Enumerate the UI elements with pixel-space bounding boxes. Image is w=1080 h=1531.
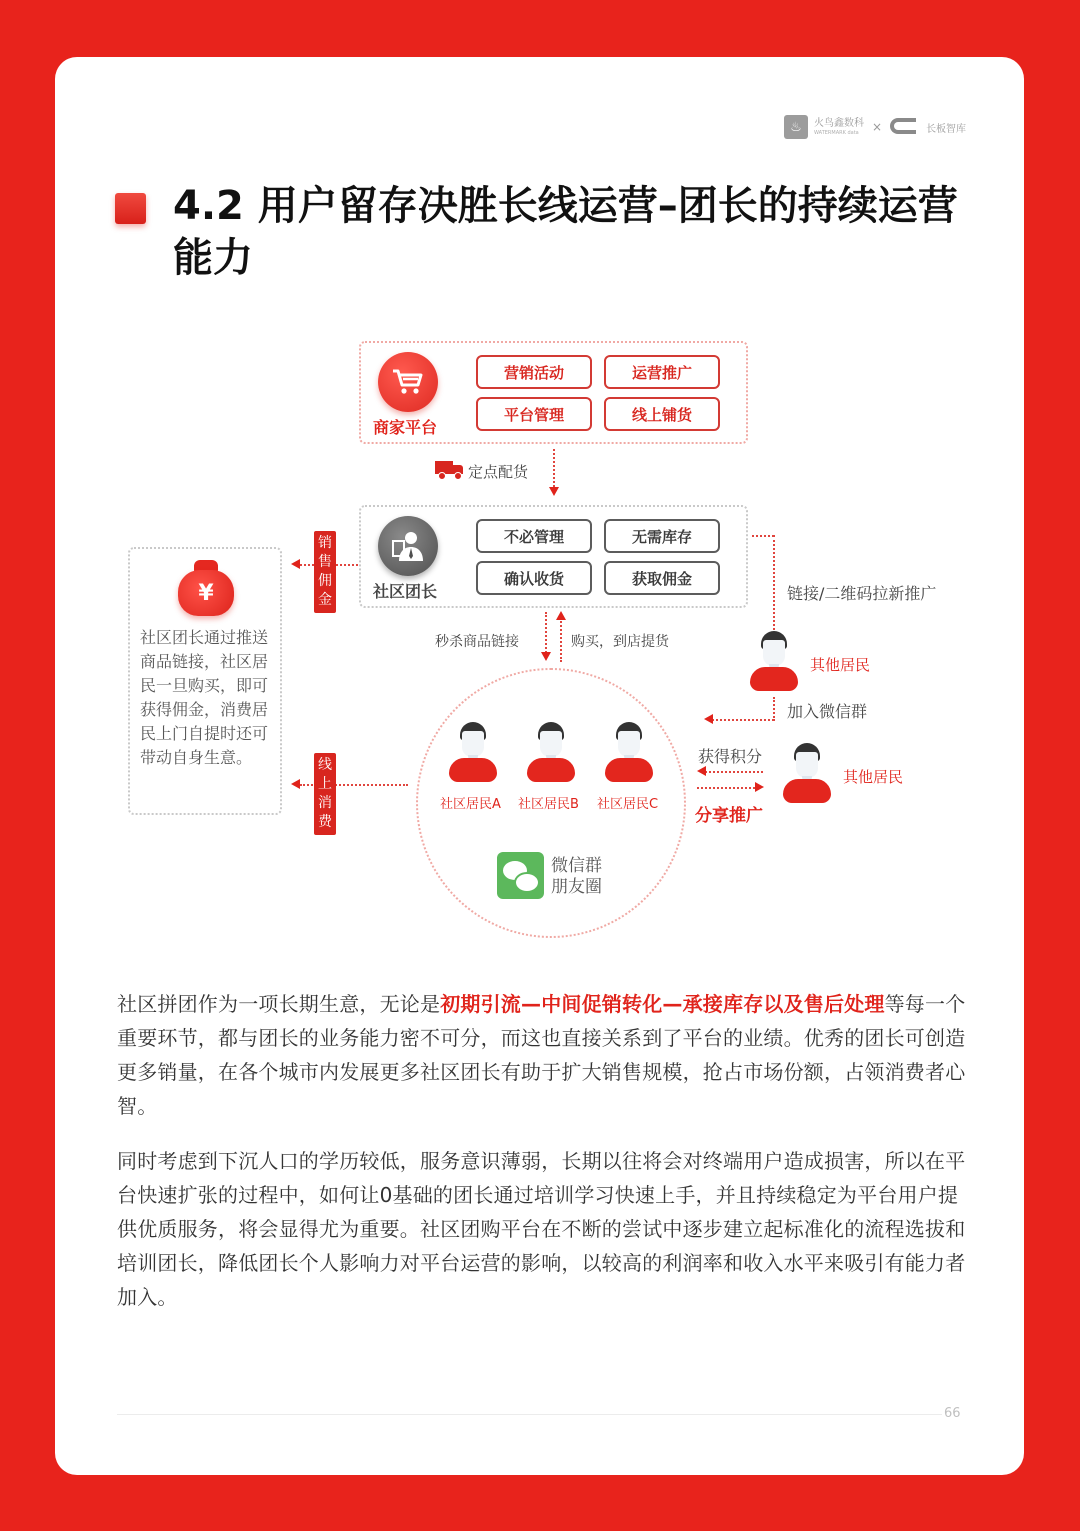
arrow-up-icon — [556, 611, 566, 620]
wechat-icon — [497, 852, 544, 899]
partner-logo-icon — [890, 117, 920, 137]
leader-item: 确认收货 — [476, 561, 592, 595]
merchant-item: 线上铺货 — [604, 397, 720, 431]
arrow-down-icon — [549, 487, 559, 496]
arrow-left-icon — [291, 559, 300, 569]
resident-avatar-icon — [525, 722, 577, 786]
other-resident-avatar-icon — [748, 631, 800, 695]
other-resident-label: 其他居民 — [843, 768, 904, 786]
leader-item: 获取佣金 — [604, 561, 720, 595]
brand-name-right: 长板智库 — [926, 123, 967, 135]
logo-separator: × — [872, 120, 883, 134]
resident-avatar-icon — [603, 722, 655, 786]
shopping-cart-icon — [378, 352, 438, 412]
merchant-item: 运营推广 — [604, 355, 720, 389]
community-leader-label: 社区团长 — [373, 582, 438, 601]
leader-person-icon — [378, 516, 438, 576]
merchant-platform-label: 商家平台 — [373, 418, 438, 437]
online-consumption-tag: 线上消费 — [314, 753, 336, 835]
delivery-label: 定点配货 — [468, 463, 529, 481]
resident-avatar-icon — [447, 722, 499, 786]
share-arrow-line — [697, 787, 755, 789]
join-connector-v — [773, 697, 775, 721]
sales-commission-tag: 销售佣金 — [314, 531, 336, 613]
arrow-right-icon — [755, 782, 764, 792]
flow-down-line — [545, 612, 547, 656]
resident-label: 社区居民B — [518, 797, 579, 812]
promo-label: 链接/二维码拉新推广 — [787, 584, 937, 603]
buy-pickup-label: 购买，到店提货 — [571, 634, 669, 650]
brand-sub-left: WATERMARK data — [814, 129, 859, 136]
promo-connector-v — [773, 535, 775, 630]
wechat-group-label: 微信群 — [551, 856, 602, 876]
merchant-item: 平台管理 — [476, 397, 592, 431]
delivery-connector — [553, 449, 555, 487]
resident-label: 社区居民C — [597, 797, 659, 812]
flow-up-line — [560, 618, 562, 662]
merchant-item: 营销活动 — [476, 355, 592, 389]
join-group-label: 加入微信群 — [787, 702, 868, 721]
share-promo-label: 分享推广 — [695, 806, 763, 826]
title-marker — [115, 193, 146, 224]
brand-name-left: 火鸟鑫数科 — [814, 117, 864, 129]
truck-icon — [435, 461, 463, 479]
leader-item: 不必管理 — [476, 519, 592, 553]
arrow-left-icon — [704, 714, 713, 724]
page-title: 4.2 用户留存决胜长线运营–团长的持续运营能力 — [173, 183, 958, 281]
header-logos — [784, 115, 966, 139]
points-arrow-line — [705, 771, 763, 773]
paragraph-2: 同时考虑到下沉人口的学历较低，服务意识薄弱，长期以往将会对终端用户造成损害，所以在平台快速扩张的过程中，如何让0基础的团长通过培训学习快速上手，并且持续稳定为平台用户提供优质服务，将会显得尤为重要。社区团购平台在不断的尝试中逐步建立起标准化的流程选拔和培训团长，降低团长个人影响力对平台运营的影响，以较高的利润率和收入水平来吸引有能力者加入。 — [117, 1149, 966, 1309]
brand-logo-icon: ♨ — [784, 115, 808, 139]
arrow-left-icon — [291, 779, 300, 789]
page-number: 66 — [944, 1406, 961, 1421]
moments-label: 朋友圈 — [551, 877, 602, 897]
commission-description: 社区团长通过推送商品链接，社区居民一旦购买，即可获得佣金，消费居民上门自提时还可带动自身生意。 — [140, 628, 269, 767]
arrow-left-icon — [697, 766, 706, 776]
earn-points-label: 获得积分 — [698, 747, 763, 766]
resident-label: 社区居民A — [440, 797, 501, 812]
arrow-down-icon — [541, 652, 551, 661]
footer-divider — [117, 1414, 942, 1415]
highlight-text: 初期引流—中间促销转化—承接库存以及售后处理 — [440, 992, 885, 1016]
leader-item: 无需库存 — [604, 519, 720, 553]
brand-logo-left — [814, 119, 864, 136]
promo-connector-h — [752, 535, 774, 537]
paragraph-1: 社区拼团作为一项长期生意，无论是初期引流—中间促销转化—承接库存以及售后处理等每一个重要环节，都与团长的业务能力密不可分，而这也直接关系到了平台的业绩。优秀的团长可创造更多销量，在各个城市内发展更多社区团长有助于扩大销售规模，抢占市场份额，占领消费者心智。 — [117, 992, 966, 1118]
flash-sale-link-label: 秒杀商品链接 — [435, 634, 519, 650]
join-connector-h — [712, 719, 774, 721]
money-bag-icon: ¥ — [178, 560, 234, 616]
other-resident-label: 其他居民 — [810, 656, 871, 674]
other-resident-avatar-icon — [781, 743, 833, 807]
